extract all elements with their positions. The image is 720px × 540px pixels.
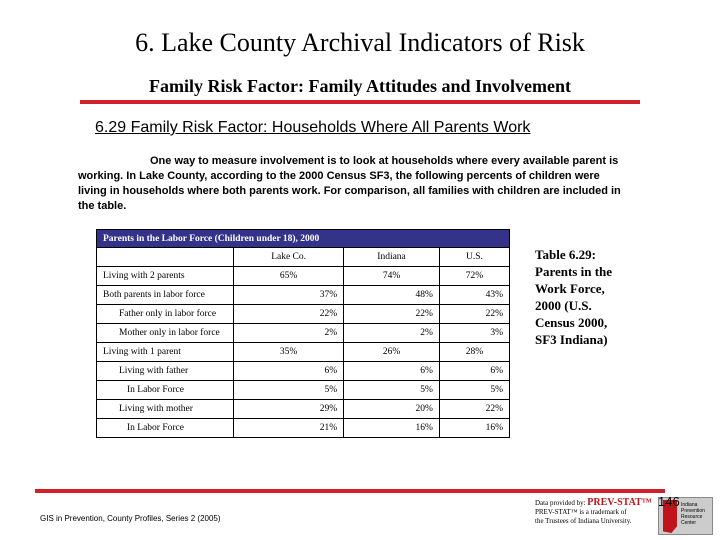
table-title: Parents in the Labor Force (Children under 18), 2000 (97, 230, 510, 248)
cell-value: 22% (439, 305, 509, 324)
page-number: 146 (658, 494, 680, 509)
labor-force-table (96, 229, 510, 438)
page-subtitle: Family Risk Factor: Family Attitudes and Involvement (149, 76, 571, 96)
table-row (97, 324, 510, 343)
row-label: Living with 1 parent (97, 343, 234, 362)
table-row (97, 419, 510, 438)
cell-value: 48% (344, 286, 440, 305)
cell-value: 28% (439, 343, 509, 362)
table-row (97, 286, 510, 305)
cell-value: 72% (439, 267, 509, 286)
logo-text: Indiana Prevention Resource Center (681, 502, 705, 526)
footer-divider (35, 489, 665, 493)
row-label: Living with 2 parents (97, 267, 234, 286)
table-row (97, 267, 510, 286)
cell-value: 6% (439, 362, 509, 381)
section-heading: 6.29 Family Risk Factor: Households Where All Parents Work (95, 119, 531, 136)
cell-value: 16% (344, 419, 440, 438)
cell-value: 21% (234, 419, 344, 438)
col-header: Indiana (344, 248, 440, 267)
row-label: Living with father (97, 362, 234, 381)
footer-text: GIS in Prevention, County Profiles, Series 2 (2005) (40, 514, 221, 523)
row-label: Both parents in labor force (97, 286, 234, 305)
cell-value: 22% (439, 400, 509, 419)
credit-brand: PREV-STAT™ (587, 497, 652, 508)
col-header: U.S. (439, 248, 509, 267)
table-row (97, 343, 510, 362)
cell-value: 5% (344, 381, 440, 400)
data-credit (535, 498, 652, 526)
cell-value: 22% (234, 305, 344, 324)
intro-paragraph: One way to measure involvement is to look at households where every available parent is working. In Lake County, according to the 2000 Census SF3, the following percents of children were living in households where both parents work. For comparison, all families with children are included in the table. (78, 155, 621, 212)
table-caption: Table 6.29: Parents in the Work Force, 2000 (U.S. Census 2000, SF3 Indiana) (535, 247, 613, 347)
credit-line2: PREV-STAT™ is a trademark of (535, 508, 627, 516)
page-title: 6. Lake County Archival Indicators of Risk (135, 28, 585, 57)
col-header: Lake Co. (234, 248, 344, 267)
table-row (97, 400, 510, 419)
divider (80, 100, 640, 104)
row-label: Mother only in labor force (97, 324, 234, 343)
cell-value: 5% (234, 381, 344, 400)
credit-prefix: Data provided by: (535, 499, 588, 507)
cell-value: 3% (439, 324, 509, 343)
cell-value: 74% (344, 267, 440, 286)
table-row (97, 381, 510, 400)
cell-value: 22% (344, 305, 440, 324)
cell-value: 2% (234, 324, 344, 343)
cell-value: 2% (344, 324, 440, 343)
cell-value: 26% (344, 343, 440, 362)
cell-value: 65% (234, 267, 344, 286)
row-label: Father only in labor force (97, 305, 234, 324)
cell-value: 6% (234, 362, 344, 381)
row-label: Living with mother (97, 400, 234, 419)
table-row (97, 305, 510, 324)
table-row (97, 362, 510, 381)
cell-value: 37% (234, 286, 344, 305)
credit-line3: the Trustees of Indiana University. (535, 517, 632, 525)
cell-value: 5% (439, 381, 509, 400)
cell-value: 20% (344, 400, 440, 419)
cell-value: 6% (344, 362, 440, 381)
cell-value: 35% (234, 343, 344, 362)
row-label: In Labor Force (97, 419, 234, 438)
cell-value: 16% (439, 419, 509, 438)
cell-value: 29% (234, 400, 344, 419)
row-label: In Labor Force (97, 381, 234, 400)
cell-value: 43% (439, 286, 509, 305)
